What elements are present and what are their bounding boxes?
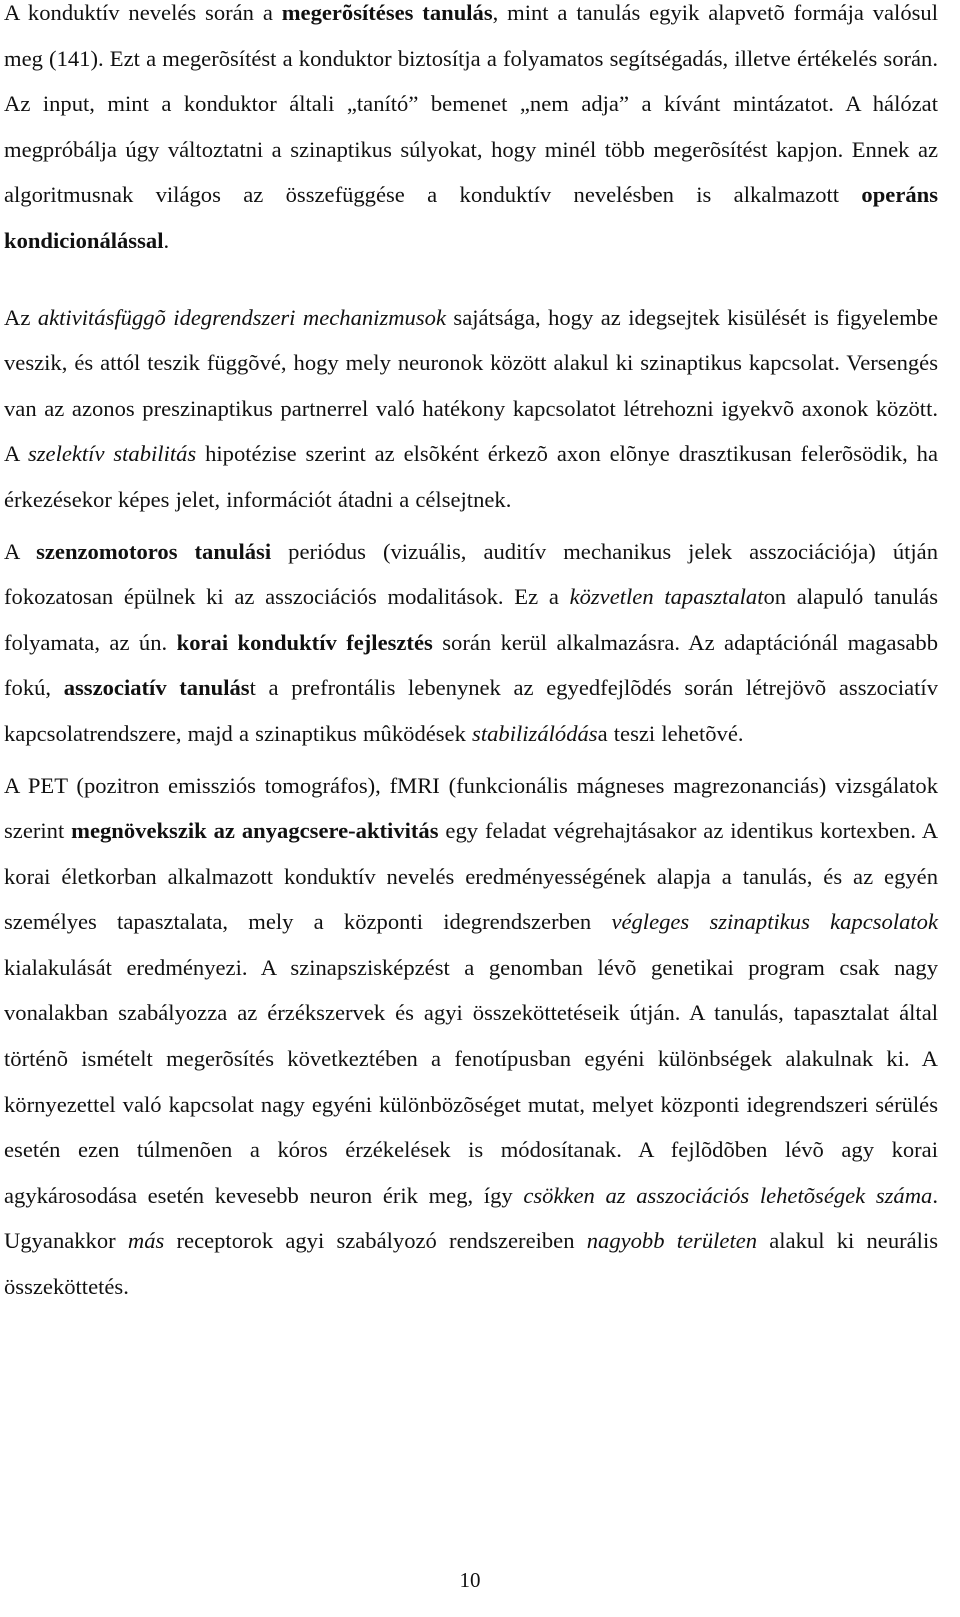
paragraph-pet-fmri	[4, 763, 938, 1310]
text-run: kialakulását eredményezi. A szinapszisképzést a genomban lévõ genetikai program csak nagy vonalakban szabályozza az érzékszervek és agyi összeköttetéseik útján. A tanulás, tapasztalat által történõ ismételt megerõsítés következtében a fenotípusban egyéni különbségek alakulnak ki. A környezettel való kapcsolat nagy egyéni különbözõséget mutat, melyet központi idegrendszeri sérülés esetén ezen túlmenõen a kóros érzékelések is módosítanak. A fejlõdõben lévõ agy korai agykárosodása esetén kevesebb neuron érik meg, így	[4, 954, 938, 1208]
italic-term: csökken az asszociációs lehetõségek száma	[523, 1182, 933, 1208]
text-run: alakul ki neurális összeköttetés.	[4, 1228, 939, 1300]
text-run: egy feladat végrehajtásakor az identikus kortexben. A korai életkorban alkalmazott konduktív nevelés eredményességének alapja a tanulás, és az egyén személyes tapasztalata, mely a központi idegrendszerben	[4, 818, 939, 935]
italic-term: aktivitásfüggõ idegrendszeri mechanizmusok	[37, 304, 446, 330]
text-run: .	[163, 227, 170, 253]
page-number: 10	[459, 1568, 481, 1592]
text-run: A	[4, 538, 37, 564]
italic-term: nagyobb területen	[586, 1228, 758, 1254]
paragraph-activity-dependent-mechanisms	[4, 295, 938, 523]
text-run: A konduktív nevelés során a	[4, 0, 282, 25]
bold-term: operáns kondicionálással	[4, 182, 938, 253]
text-run: , mint a tanulás egyik alapvetõ formája valósul meg (141). Ezt a megerõsítést a konduktor biztosítja a folyamatos segítségadás, illetve értékelés során. Az input, mint a konduktor általi „tanító” bemenet „nem adja” a kívánt mintázatot. A hálózat megpróbálja úgy változtatni a szinaptikus súlyokat, hogy minél több megerõsítést kapjon. Ennek az algoritmusnak világos az összefüggése a konduktív nevelésben is alkalmazott	[4, 0, 938, 208]
text-run: periódus (vizuális, auditív mechanikus jelek asszociációja) útján fokozatosan épülnek ki az asszociációs modalitások. Ez a	[4, 538, 939, 610]
text-run: on alapuló tanulás folyamata, az ún.	[4, 584, 938, 655]
text-run: során kerül alkalmazásra. Az adaptációnál magasabb fokú,	[4, 629, 938, 701]
bold-term: korai konduktív fejlesztés	[176, 629, 433, 655]
bold-term: megnövekszik az anyagcsere-aktivitás	[71, 818, 439, 844]
italic-term: stabilizálódás	[472, 720, 598, 746]
italic-term: más	[127, 1228, 165, 1254]
text-run: receptorok agyi szabályozó rendszereiben	[164, 1228, 587, 1254]
text-run: hipotézise szerint az elsõként érkezõ axon elõnye drasztikusan felerõsödik, ha érkezésekor képes jelet, információt átadni a célsejtnek.	[4, 441, 938, 512]
text-run: Az	[4, 304, 38, 330]
bold-term: szenzomotoros tanulási	[36, 538, 272, 564]
bold-term: asszociatív tanulás	[63, 675, 250, 701]
text-run: sajátsága, hogy az idegsejtek kisülését is figyelembe veszik, és attól teszik függõvé, hogy mely neuronok között alakul ki szinaptikus kapcsolat. Versengés van az azonos preszinaptikus partnerrel való hatékony kapcsolatot létrehozni igyekvõ axonok között. A	[4, 304, 938, 467]
text-run: a teszi lehetõvé.	[597, 720, 744, 746]
italic-term: közvetlen tapasztalat	[569, 584, 764, 610]
text-run: A PET (pozitron emissziós tomográfos), fMRI (funkcionális mágneses magrezonanciás) vizsgálatok szerint	[4, 772, 938, 844]
text-run: . Ugyanakkor	[4, 1182, 938, 1254]
italic-term: végleges szinaptikus kapcsolatok	[611, 909, 938, 935]
text-run: t a prefrontális lebenynek az egyedfejlõdés során létrejövõ asszociatív kapcsolatrendszere, majd a szinaptikus mûködések	[4, 675, 939, 746]
italic-term: szelektív stabilitás	[27, 441, 197, 467]
paragraph-conductive-reinforcement	[4, 0, 938, 264]
bold-term: megerõsítéses tanulás	[281, 0, 493, 25]
paragraph-sensorimotor-learning	[4, 529, 938, 757]
